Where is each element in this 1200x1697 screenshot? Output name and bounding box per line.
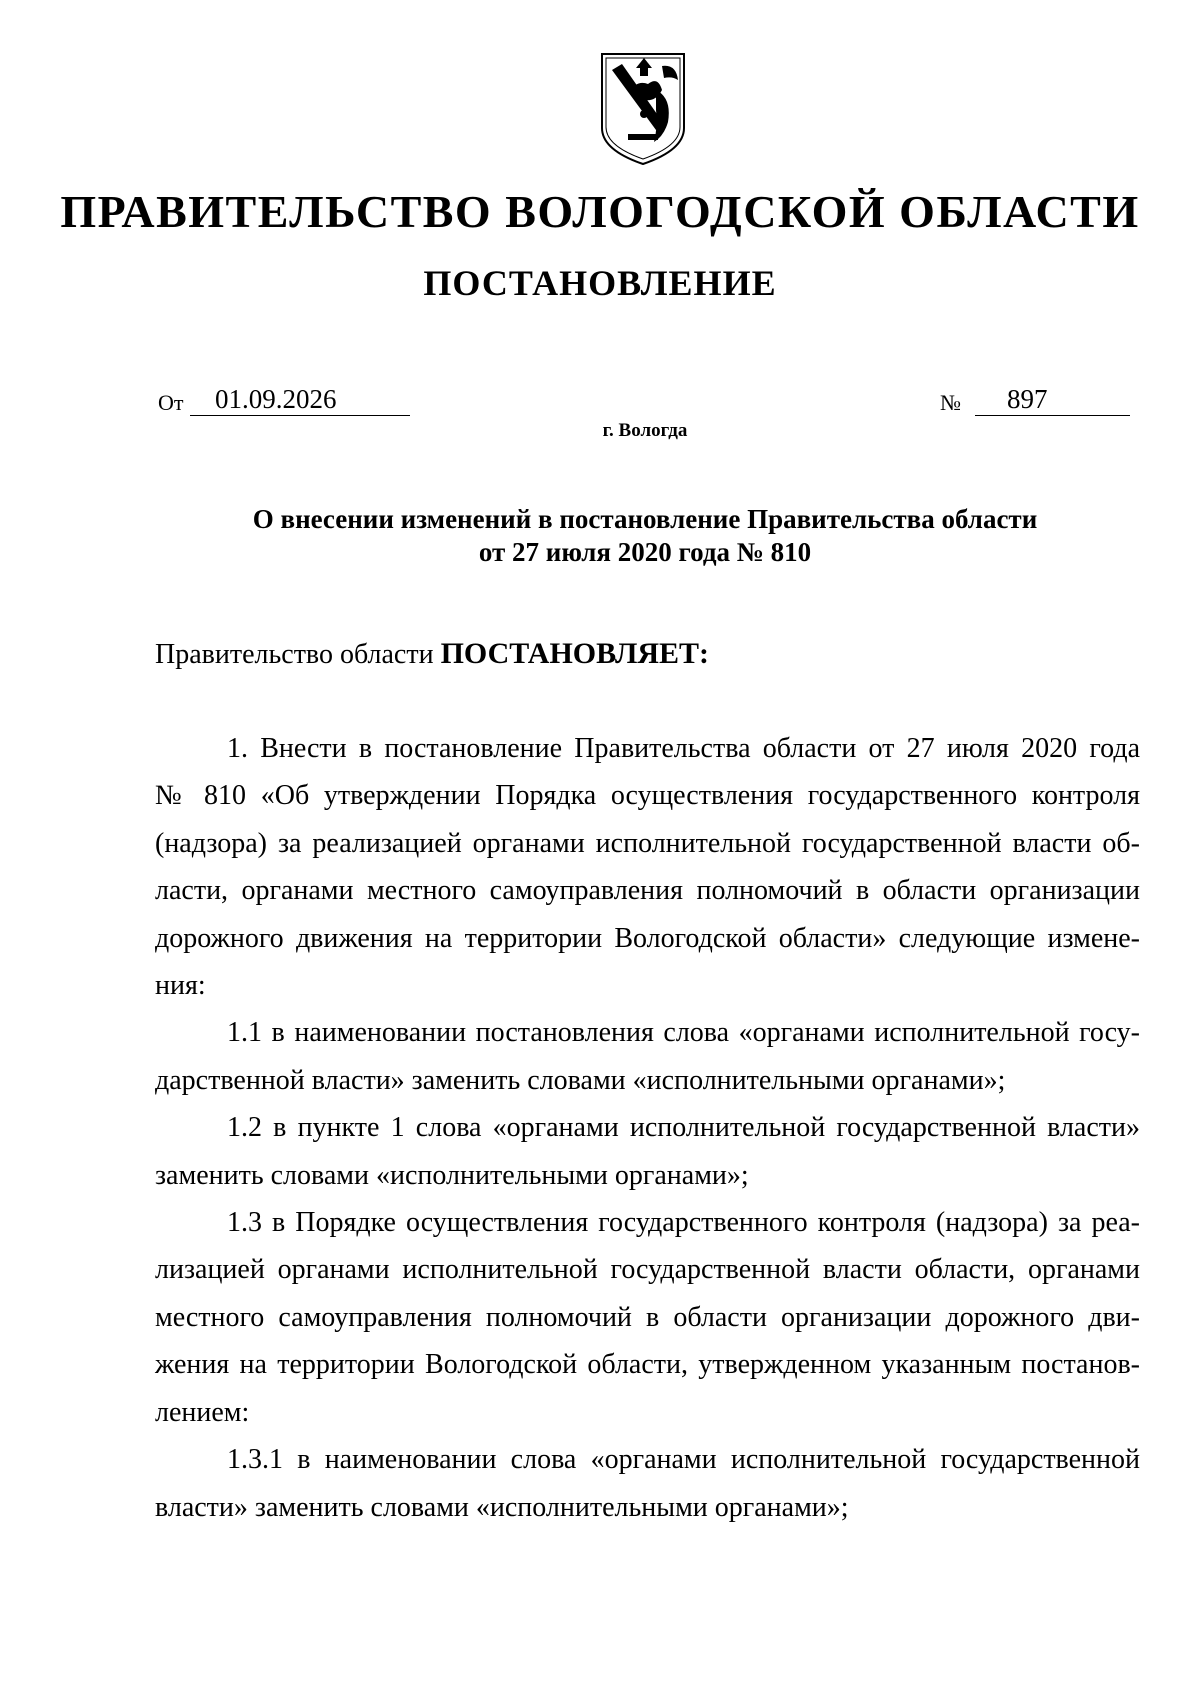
body-line: дарственной власти» заменить словами «исполнительными органами»; <box>155 1064 1006 1096</box>
body-line: 1.3.1 в наименовании слова «органами исполнительной государственной <box>227 1444 1140 1476</box>
body-line: власти» заменить словами «исполнительными органами»; <box>155 1491 849 1523</box>
coat-of-arms-emblem <box>598 50 688 168</box>
body-line: 1.3 в Порядке осуществления государственного контроля (надзора) за реа- <box>227 1207 1140 1239</box>
body-line: 1.1 в наименовании постановления слова «органами исполнительной госу- <box>227 1017 1140 1049</box>
date-prefix: От <box>158 390 184 415</box>
preamble-text: Правительство области <box>155 639 441 670</box>
body-line: ния: <box>155 970 206 1002</box>
organization-title: ПРАВИТЕЛЬСТВО ВОЛОГОДСКОЙ ОБЛАСТИ <box>60 186 1140 237</box>
body-line: 1.2 в пункте 1 слова «органами исполнительной государственной власти» <box>227 1112 1140 1144</box>
body-line: дорожного движения на территории Вологодской области» следующие измене- <box>155 922 1140 954</box>
preamble <box>155 637 709 671</box>
number-prefix: № <box>940 390 961 415</box>
vologda-coat-of-arms-icon <box>598 50 688 168</box>
document-number: 897 <box>975 384 1130 416</box>
body-line: (надзора) за реализацией органами исполнительной государственной власти об- <box>155 827 1140 859</box>
body-line: № 810 «Об утверждении Порядка осуществления государственного контроля <box>155 780 1140 812</box>
preamble-emphasis: ПОСТАНОВЛЯЕТ: <box>440 637 710 670</box>
body-line: лением: <box>155 1396 250 1428</box>
subject-line: О внесении изменений в постановление Правительства области <box>252 504 1038 534</box>
document-type: ПОСТАНОВЛЕНИЕ <box>423 263 777 303</box>
body-line: жения на территории Вологодской области, утвержденном указанным постанов- <box>155 1349 1140 1381</box>
subject-line: от 27 июля 2020 года № 810 <box>478 537 812 567</box>
body-line: 1. Внести в постановление Правительства области от 27 июля 2020 года <box>227 733 1140 764</box>
body-line: лизацией органами исполнительной государственной власти области, органами <box>155 1254 1140 1286</box>
document-date: 01.09.2026 <box>190 384 410 416</box>
body-line: местного самоуправления полномочий в области организации дорожного дви- <box>155 1301 1140 1333</box>
document-body <box>155 725 1140 1531</box>
body-line: заменить словами «исполнительными органами»; <box>155 1159 749 1191</box>
document-subject <box>0 503 1200 569</box>
body-line: ласти, органами местного самоуправления полномочий в области организации <box>155 875 1140 907</box>
city-name: г. Вологда <box>602 420 688 441</box>
